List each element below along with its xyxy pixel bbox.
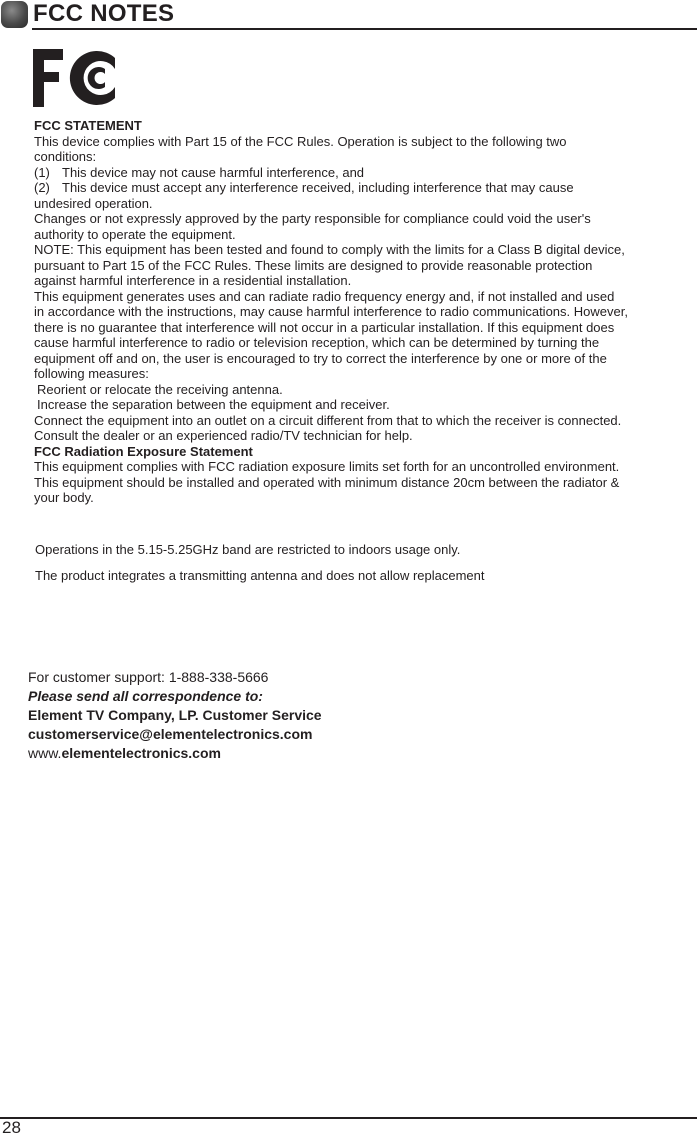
statement-line: This equipment generates uses and can radiate radio frequency energy and, if not installed and used [34,288,615,304]
statement-line: pursuant to Part 15 of the FCC Rules. These limits are designed to provide reasonable protection [34,257,593,273]
measure-item: Consult the dealer or an experienced radio/TV technician for help. [34,428,413,443]
condition-number: (1) [34,164,50,180]
statement-line: following measures: [34,366,149,381]
page-number: 28 [2,1118,21,1137]
statement-line: Changes or not expressly approved by the party responsible for compliance could void the user's [34,211,591,226]
support-email: customerservice@elementelectronics.com [28,726,313,742]
statement-line: conditions: [34,149,97,164]
customer-support [28,668,322,763]
measure-item: Connect the equipment into an outlet on a circuit different from that to which the receiver is connected. [34,412,622,428]
statement-line: there is no guarantee that interference will not occur in a particular installation. If this equipment does [34,319,615,335]
header-icon [1,1,28,28]
antenna-note: The product integrates a transmitting antenna and does not allow replacement [35,568,485,583]
condition-text: This device must accept any interference received, including interference that may cause [62,180,574,195]
fcc-statement [34,118,697,506]
radiation-line: your body. [34,490,94,505]
radiation-line: This equipment complies with FCC radiation exposure limits set forth for an uncontrolled environment. [34,459,620,474]
statement-line: undesired operation. [34,195,153,211]
statement-line: equipment off and on, the user is encouraged to try to correct the interference by one or more of the [34,350,607,366]
statement-line: NOTE: This equipment has been tested and found to comply with the limits for a Class B digital device, [34,242,625,257]
measure-item: Increase the separation between the equipment and receiver. [37,397,390,412]
condition-number: (2) [34,180,50,195]
statement-line: in accordance with the instructions, may cause harmful interference to radio communications. However, [34,304,628,319]
header-divider [32,28,697,30]
website-domain: elementelectronics.com [61,745,221,761]
support-company: Element TV Company, LP. Customer Service [28,707,322,723]
support-phone: For customer support: 1-888-338-5666 [28,669,269,685]
condition-item [34,165,697,181]
band-note: Operations in the 5.15-5.25GHz band are restricted to indoors usage only. [35,542,461,557]
website-prefix: www. [28,745,62,761]
statement-line: cause harmful interference to radio or television reception, which can be determined by turning the [34,335,600,350]
fcc-logo [33,49,115,107]
statement-heading: FCC STATEMENT [34,118,142,133]
condition-text: This device may not cause harmful interference, and [62,164,365,180]
footer-divider [0,1117,697,1119]
support-website [28,744,322,763]
statement-line: authority to operate the equipment. [34,226,236,242]
radiation-heading: FCC Radiation Exposure Statement [34,443,253,459]
support-correspondence: Please send all correspondence to: [28,688,263,704]
statement-line: against harmful interference in a residential installation. [34,273,352,288]
condition-item [34,180,697,196]
measure-item: Reorient or relocate the receiving antenna. [37,381,283,397]
statement-line: This device complies with Part 15 of the FCC Rules. Operation is subject to the following two [34,133,567,149]
page-title: FCC NOTES [33,0,175,27]
radiation-line: This equipment should be installed and operated with minimum distance 20cm between the radiator & [34,474,620,490]
